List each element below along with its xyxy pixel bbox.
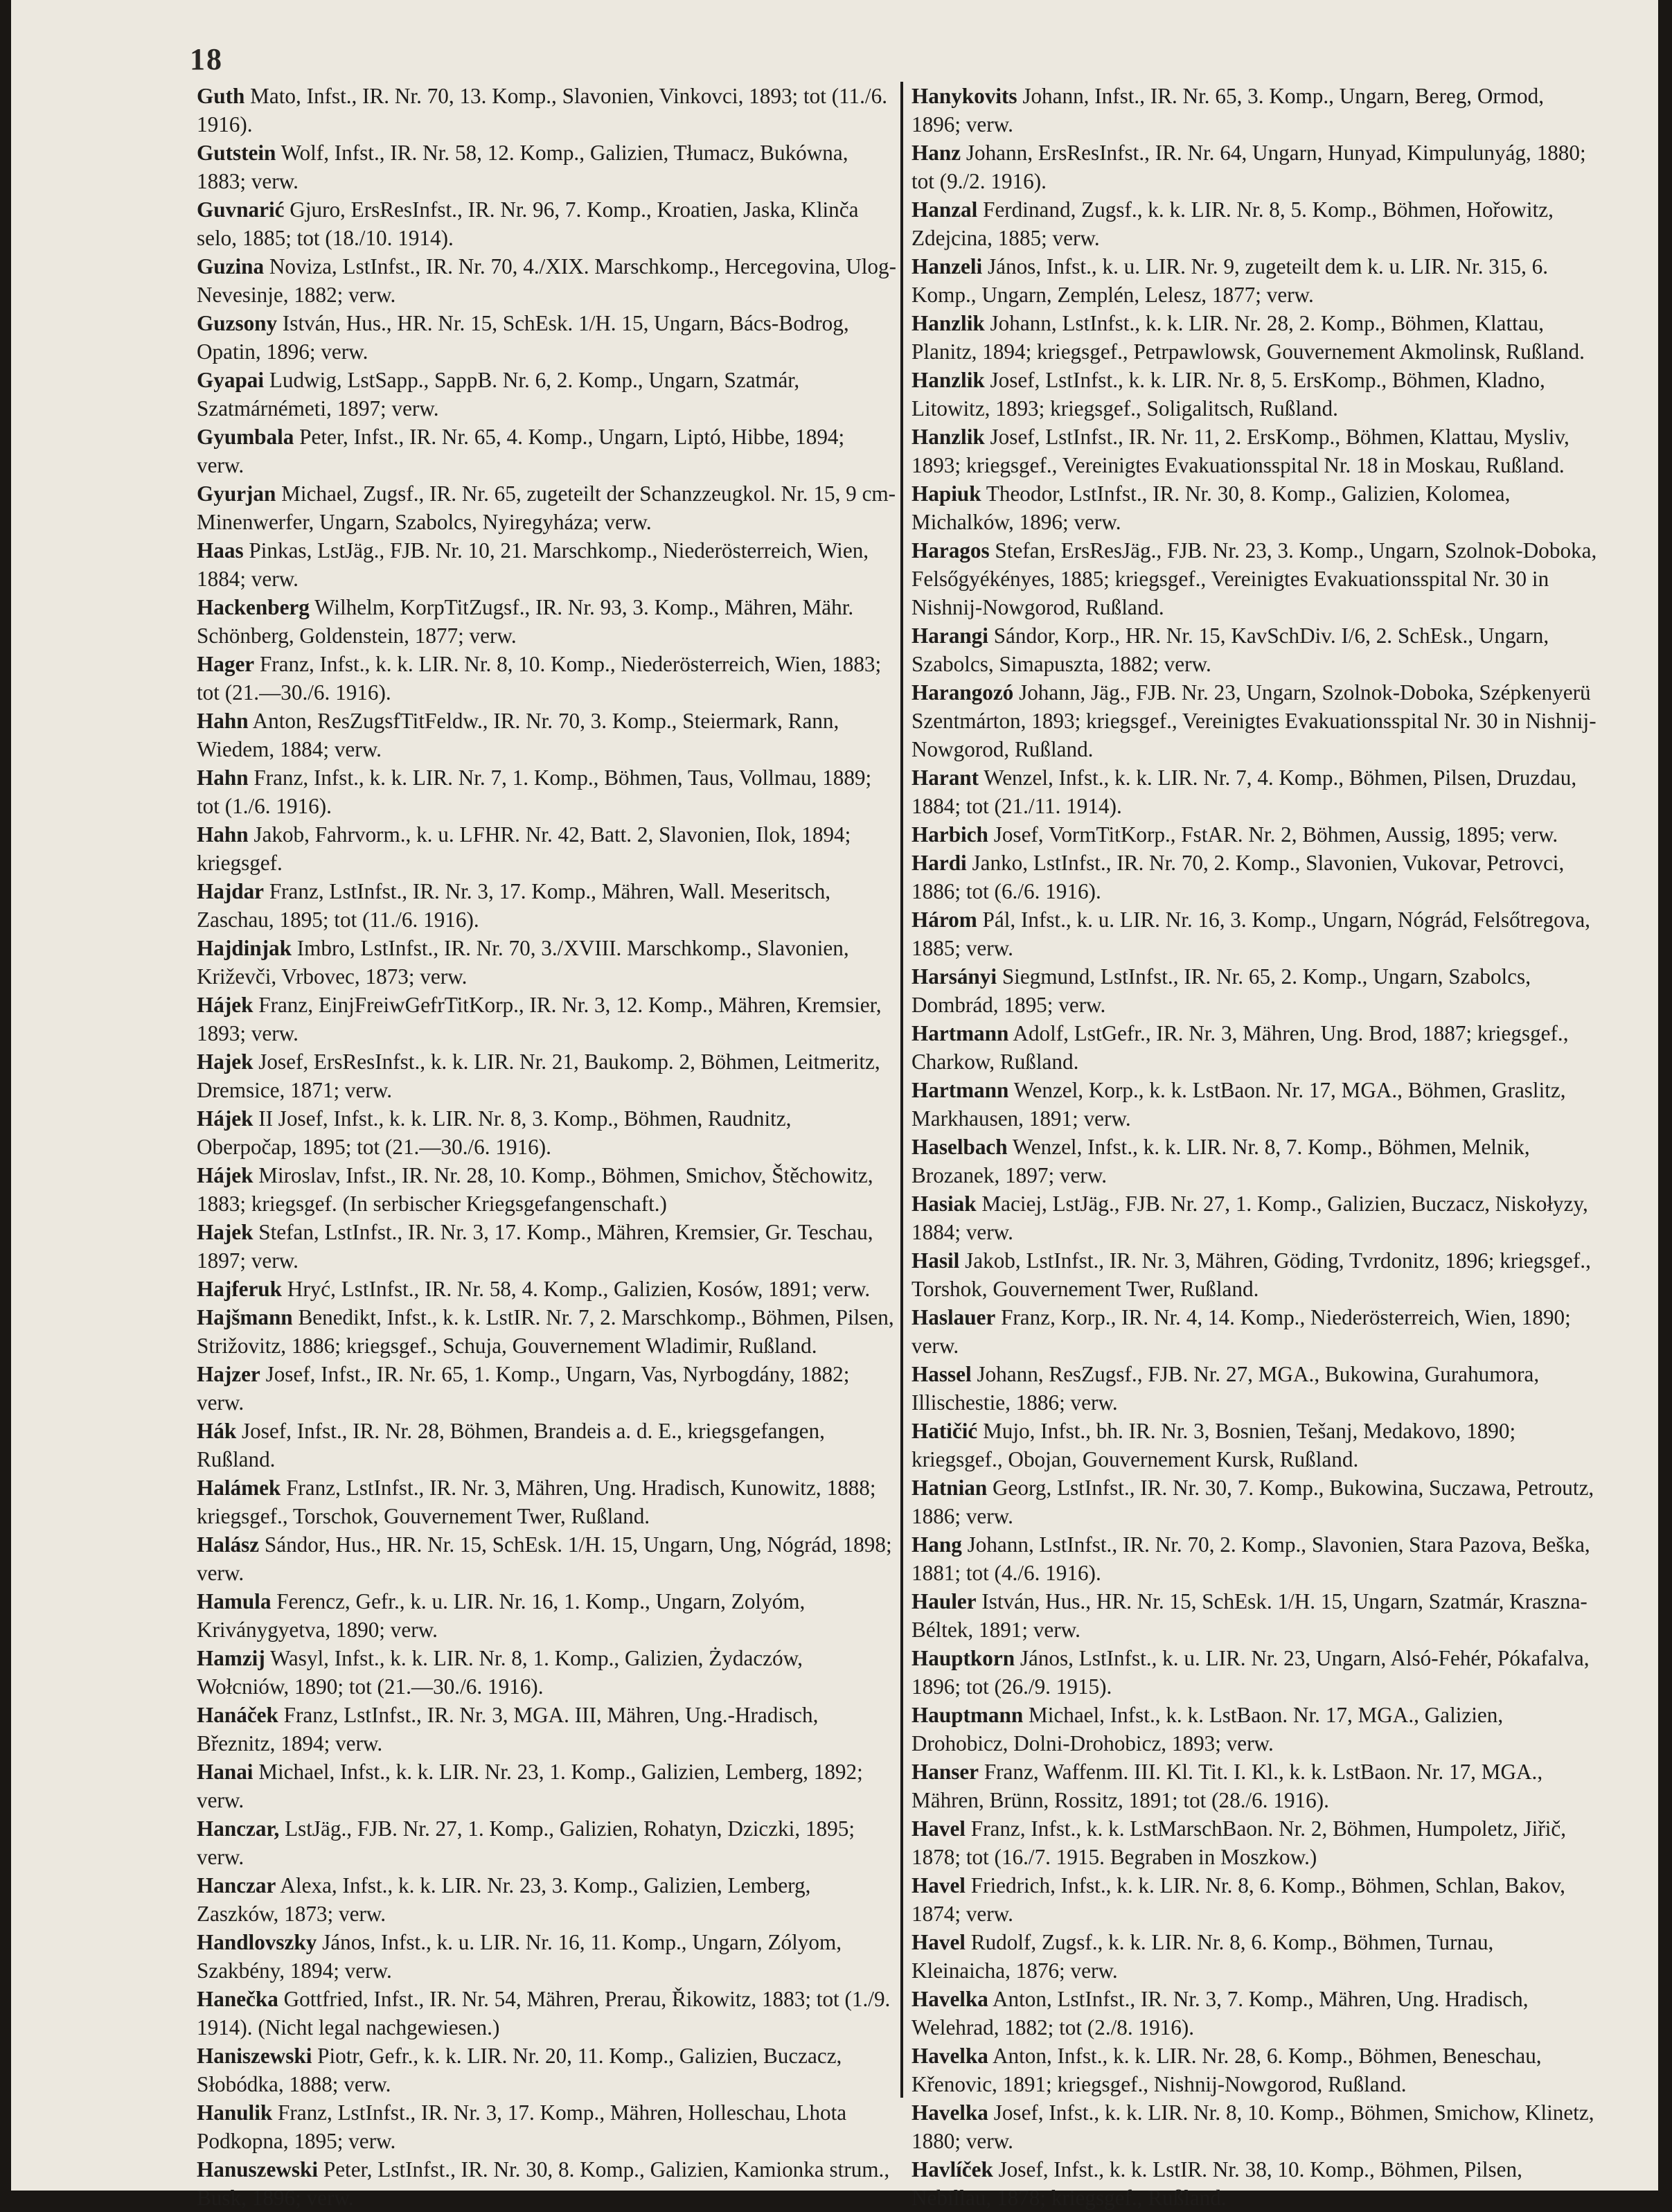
entry-surname: Haas — [197, 538, 244, 563]
entry-details: Stefan, LstInfst., IR. Nr. 3, 17. Komp., Mähren, Kremsier, Gr. Teschau, 1897; verw. — [197, 1220, 873, 1273]
entry-details: Wolf, Infst., IR. Nr. 58, 12. Komp., Galizien, Tłumacz, Bukówna, 1883; verw. — [197, 141, 848, 193]
entry-details: Ferdinand, Zugsf., k. k. LIR. Nr. 8, 5. Komp., Böhmen, Hořowitz, Zdejcina, 1885; verw. — [911, 197, 1554, 250]
entry-surname: Hartmann — [911, 1021, 1009, 1045]
entry-surname: Hajek — [197, 1220, 254, 1244]
entry-details: Imbro, LstInfst., IR. Nr. 70, 3./XVIII. Marschkomp., Slavonien, Križevči, Vrbovec, 1873; verw. — [197, 936, 849, 989]
list-entry — [911, 1701, 1597, 1758]
list-entry — [911, 1189, 1597, 1246]
entry-details: Johann, Infst., IR. Nr. 65, 3. Komp., Ungarn, Bereg, Ormod, 1896; verw. — [911, 84, 1545, 136]
entry-surname: Hauptmann — [911, 1703, 1024, 1727]
list-entry — [911, 1076, 1597, 1133]
list-entry — [911, 1246, 1597, 1303]
entry-details: Wenzel, Infst., k. k. LIR. Nr. 8, 7. Komp., Böhmen, Melnik, Brozanek, 1897; verw. — [911, 1135, 1530, 1187]
entry-details: Franz, LstInfst., IR. Nr. 3, 17. Komp., Mähren, Holleschau, Lhota Podkopna, 1895; verw. — [197, 2100, 847, 2153]
entry-details: Michael, Zugsf., IR. Nr. 65, zugeteilt der Schanzzeugkol. Nr. 15, 9 cm-Minenwerfer, Ungarn, Szabolcs, Nyiregyháza; verw. — [197, 481, 896, 534]
column-divider — [900, 82, 903, 2098]
list-entry — [911, 1303, 1597, 1360]
list-entry — [197, 82, 896, 139]
list-entry — [911, 479, 1597, 536]
entry-details: Wenzel, Korp., k. k. LstBaon. Nr. 17, MGA., Böhmen, Graslitz, Markhausen, 1891; verw. — [911, 1078, 1566, 1131]
entry-details: Johann, LstInfst., k. k. LIR. Nr. 28, 2. Komp., Böhmen, Klattau, Planitz, 1894; kriegsgef., Petrpawlowsk, Gouvernement Akmolinsk, Rußland. — [911, 311, 1585, 364]
entry-surname: Hajdinjak — [197, 936, 292, 960]
entry-surname: Havel — [911, 1873, 966, 1897]
entry-surname: Hák — [197, 1419, 237, 1443]
entry-surname: Hasil — [911, 1248, 960, 1273]
entry-details: Josef, Infst., k. k. LstIR. Nr. 38, 10. Komp., Böhmen, Pilsen, Nebillau, 1878; kriegsgef., Rußland. — [911, 2157, 1522, 2210]
entry-details: Piotr, Gefr., k. k. LIR. Nr. 20, 11. Komp., Galizien, Buczacz, Słobódka, 1888; verw. — [197, 2044, 842, 2096]
entry-details: János, Infst., k. u. LIR. Nr. 16, 11. Komp., Ungarn, Zólyom, Szakbény, 1894; verw. — [197, 1930, 842, 1983]
entry-details: Stefan, ErsResJäg., FJB. Nr. 23, 3. Komp., Ungarn, Szolnok-Doboka, Felsőgyékényes, 1885; kriegsgef., Vereinigtes Evakuationsspital Nr. 30 in Nishnij-Nowgorod, Rußland. — [911, 538, 1597, 619]
list-entry — [197, 2098, 896, 2155]
entry-surname: Havel — [911, 1930, 966, 1954]
list-entry — [197, 309, 896, 366]
list-entry — [911, 366, 1597, 423]
entry-surname: Guzina — [197, 254, 265, 278]
entry-details: Franz, LstInfst., IR. Nr. 3, Mähren, Ung. Hradisch, Kunowitz, 1888; kriegsgef., Torschok, Gouvernement Twer, Rußland. — [197, 1476, 876, 1528]
list-entry — [911, 1644, 1597, 1701]
entry-details: Gjuro, ErsResInfst., IR. Nr. 96, 7. Komp., Kroatien, Jaska, Klinča selo, 1885; tot (18./10. 1914). — [197, 197, 859, 250]
list-entry — [911, 195, 1597, 252]
entry-details: Wilhelm, KorpTitZugsf., IR. Nr. 93, 3. Komp., Mähren, Mähr. Schönberg, Goldenstein, 1877; verw. — [197, 595, 854, 648]
list-entry — [911, 1133, 1597, 1189]
entry-surname: Havel — [911, 1816, 966, 1841]
list-entry — [911, 82, 1597, 139]
entry-surname: Hanzeli — [911, 254, 983, 278]
list-entry — [197, 2155, 896, 2212]
entry-surname: Hanuszewski — [197, 2157, 319, 2182]
list-entry — [197, 423, 896, 479]
list-entry — [197, 1417, 896, 1474]
entry-surname: Haselbach — [911, 1135, 1008, 1159]
entry-details: János, LstInfst., k. u. LIR. Nr. 23, Ungarn, Alsó-Fehér, Pókafalva, 1896; tot (26./9. 1915). — [911, 1646, 1590, 1699]
list-entry — [197, 707, 896, 763]
list-entry — [197, 1871, 896, 1928]
list-entry — [911, 1985, 1597, 2042]
entry-details: Georg, LstInfst., IR. Nr. 30, 7. Komp., Bukowina, Suczawa, Petroutz, 1886; verw. — [911, 1476, 1594, 1528]
right-column — [911, 82, 1597, 2212]
entry-surname: Hardi — [911, 851, 967, 875]
entry-surname: Hahn — [197, 822, 249, 847]
list-entry — [911, 2098, 1597, 2155]
entry-details: Peter, LstInfst., IR. Nr. 30, 8. Komp., Galizien, Kamionka strum., Busk, 1896; verw. — [197, 2157, 890, 2210]
entry-surname: Harant — [911, 766, 979, 790]
list-entry — [197, 763, 896, 820]
entry-details: Peter, Infst., IR. Nr. 65, 4. Komp., Ungarn, Liptó, Hibbe, 1894; verw. — [197, 425, 845, 477]
entry-surname: Halámek — [197, 1476, 281, 1500]
entry-surname: Hajšmann — [197, 1305, 293, 1329]
list-entry — [911, 139, 1597, 195]
entry-surname: Hajferuk — [197, 1277, 282, 1301]
list-entry — [911, 678, 1597, 763]
list-entry — [197, 1360, 896, 1417]
list-entry — [911, 1871, 1597, 1928]
entry-details: Sándor, Hus., HR. Nr. 15, SchEsk. 1/H. 15, Ungarn, Ung, Nógrád, 1898; verw. — [197, 1532, 892, 1585]
entry-surname: Hanáček — [197, 1703, 278, 1727]
list-entry — [197, 1985, 896, 2042]
entry-details: Hryć, LstInfst., IR. Nr. 58, 4. Komp., Galizien, Kosów, 1891; verw. — [282, 1277, 871, 1301]
entry-surname: Halász — [197, 1532, 260, 1557]
list-entry — [911, 252, 1597, 309]
entry-details: Franz, EinjFreiwGefrTitKorp., IR. Nr. 3, 12. Komp., Mähren, Kremsier, 1893; verw. — [197, 993, 882, 1045]
entry-surname: Harangi — [911, 623, 988, 648]
entry-details: Mato, Infst., IR. Nr. 70, 13. Komp., Slavonien, Vinkovci, 1893; tot (11./6. 1916). — [197, 84, 887, 136]
entry-details: Josef, ErsResInfst., k. k. LIR. Nr. 21, Baukomp. 2, Böhmen, Leitmeritz, Dremsice, 1871; verw. — [197, 1050, 880, 1102]
entry-surname: Gyumbala — [197, 425, 294, 449]
entry-details: Friedrich, Infst., k. k. LIR. Nr. 8, 6. Komp., Böhmen, Schlan, Bakov, 1874; verw. — [911, 1873, 1565, 1926]
list-entry — [911, 536, 1597, 621]
entry-surname: Hartmann — [911, 1078, 1009, 1102]
entry-details: István, Hus., HR. Nr. 15, SchEsk. 1/H. 15, Ungarn, Szatmár, Kraszna-Béltek, 1891; verw. — [911, 1589, 1587, 1642]
entry-surname: Havelka — [911, 2044, 988, 2068]
entry-surname: Hahn — [197, 709, 249, 733]
list-entry — [911, 423, 1597, 479]
entry-surname: Hanečka — [197, 1987, 278, 2011]
entry-details: Michael, Infst., k. k. LIR. Nr. 23, 1. Komp., Galizien, Lemberg, 1892; verw. — [197, 1760, 863, 1812]
entry-surname: Hauptkorn — [911, 1646, 1015, 1670]
entry-surname: Hajek — [197, 1050, 254, 1074]
entry-surname: Harsányi — [911, 964, 997, 989]
entry-details: Anton, LstInfst., IR. Nr. 3, 7. Komp., Mähren, Ung. Hradisch, Welehrad, 1882; tot (2./8. 1916). — [911, 1987, 1529, 2040]
entry-details: Josef, LstInfst., k. k. LIR. Nr. 8, 5. ErsKomp., Böhmen, Kladno, Litowitz, 1893; kriegsgef., Soligalitsch, Rußland. — [911, 368, 1545, 421]
entry-details: Josef, Infst., IR. Nr. 28, Böhmen, Brandeis a. d. E., kriegsgefangen, Rußland. — [197, 1419, 825, 1471]
entry-surname: Hajdar — [197, 879, 265, 903]
entry-surname: Hanykovits — [911, 84, 1017, 108]
list-entry — [197, 1587, 896, 1644]
entry-details: Franz, Korp., IR. Nr. 4, 14. Komp., Niederösterreich, Wien, 1890; verw. — [911, 1305, 1571, 1358]
list-entry — [911, 621, 1597, 678]
entry-details: Johann, Jäg., FJB. Nr. 23, Ungarn, Szolnok-Doboka, Szépkenyerü Szentmárton, 1893; kriegsgef., Vereinigtes Evakuationsspital Nr. 30 in Nishnij-Nowgorod, Rußland. — [911, 680, 1597, 761]
list-entry — [197, 1104, 896, 1161]
list-entry — [911, 763, 1597, 820]
list-entry — [197, 650, 896, 707]
entry-details: Anton, ResZugsfTitFeldw., IR. Nr. 70, 3. Komp., Steiermark, Rann, Wiedem, 1884; verw. — [197, 709, 839, 761]
list-entry — [197, 139, 896, 195]
entry-details: Josef, VormTitKorp., FstAR. Nr. 2, Böhmen, Aussig, 1895; verw. — [988, 822, 1558, 847]
entry-details: Alexa, Infst., k. k. LIR. Nr. 23, 3. Komp., Galizien, Lemberg, Zaszków, 1873; verw. — [197, 1873, 811, 1926]
list-entry — [911, 1814, 1597, 1871]
list-entry — [911, 1474, 1597, 1530]
left-column — [197, 82, 896, 2212]
entry-surname: Hanzlik — [911, 368, 985, 392]
entry-surname: Harbich — [911, 822, 988, 847]
list-entry — [197, 536, 896, 593]
entry-surname: Hamula — [197, 1589, 272, 1613]
list-entry — [911, 962, 1597, 1019]
entry-surname: Hanzal — [911, 197, 978, 222]
list-entry — [911, 1587, 1597, 1644]
list-entry — [911, 1928, 1597, 1985]
list-entry — [911, 849, 1597, 905]
list-entry — [197, 1303, 896, 1360]
entry-surname: Hahn — [197, 766, 249, 790]
list-entry — [197, 195, 896, 252]
entry-details: Gottfried, Infst., IR. Nr. 54, Mähren, Prerau, Řikowitz, 1883; tot (1./9. 1914). (Nicht legal nachgewiesen.) — [197, 1987, 891, 2040]
entry-surname: Havelka — [911, 2100, 988, 2125]
entry-surname: Hanz — [911, 141, 961, 165]
entry-details: Maciej, LstJäg., FJB. Nr. 27, 1. Komp., Galizien, Buczacz, Niskołyzy, 1884; verw. — [911, 1192, 1588, 1244]
entry-surname: Hájek — [197, 1106, 254, 1131]
list-entry — [911, 1758, 1597, 1814]
list-entry — [197, 1161, 896, 1218]
entry-surname: Gyurjan — [197, 481, 276, 506]
entry-details: Pál, Infst., k. u. LIR. Nr. 16, 3. Komp., Ungarn, Nógrád, Felsőtregova, 1885; verw. — [911, 908, 1590, 960]
entry-surname: Hang — [911, 1532, 962, 1557]
list-entry — [911, 2155, 1597, 2212]
entry-surname: Harangozó — [911, 680, 1014, 705]
list-entry — [911, 1019, 1597, 1076]
list-entry — [197, 1928, 896, 1985]
entry-surname: Hapiuk — [911, 481, 981, 506]
entry-details: Miroslav, Infst., IR. Nr. 28, 10. Komp., Böhmen, Smichov, Štěchowitz, 1883; kriegsgef. (In serbischer Kriegsgefangenschaft.) — [197, 1163, 873, 1216]
list-entry — [197, 1814, 896, 1871]
entry-details: Michael, Infst., k. k. LstBaon. Nr. 17, MGA., Galizien, Drohobicz, Dolni-Drohobicz, 1893; verw. — [911, 1703, 1504, 1755]
entry-details: Franz, Infst., k. k. LIR. Nr. 7, 1. Komp., Böhmen, Taus, Vollmau, 1889; tot (1./6. 1916). — [197, 766, 872, 818]
entry-details: Benedikt, Infst., k. k. LstIR. Nr. 7, 2. Marschkomp., Böhmen, Pilsen, Strižovitz, 1886; kriegsgef., Schuja, Gouvernement Wladimir, Rußland. — [197, 1305, 894, 1358]
entry-details: Johann, ErsResInfst., IR. Nr. 64, Ungarn, Hunyad, Kimpulunyág, 1880; tot (9./2. 1916). — [911, 141, 1586, 193]
entry-surname: Hatičić — [911, 1419, 978, 1443]
entry-surname: Hájek — [197, 993, 254, 1017]
list-entry — [197, 1275, 896, 1303]
entry-details: Pinkas, LstJäg., FJB. Nr. 10, 21. Marschkomp., Niederösterreich, Wien, 1884; verw. — [197, 538, 869, 591]
list-entry — [197, 820, 896, 877]
list-entry — [911, 820, 1597, 849]
entry-details: János, Infst., k. u. LIR. Nr. 9, zugeteilt dem k. u. LIR. Nr. 315, 6. Komp., Ungarn, Zemplén, Lelesz, 1877; verw. — [911, 254, 1549, 307]
entry-surname: Hanulik — [197, 2100, 273, 2125]
entry-details: Josef, Infst., IR. Nr. 65, 1. Komp., Ungarn, Vas, Nyrbogdány, 1882; verw. — [197, 1362, 850, 1415]
entry-details: Ludwig, LstSapp., SappB. Nr. 6, 2. Komp., Ungarn, Szatmár, Szatmárnémeti, 1897; verw. — [197, 368, 800, 421]
entry-surname: Hájek — [197, 1163, 254, 1187]
entry-surname: Hasiak — [911, 1192, 977, 1216]
list-entry — [197, 479, 896, 536]
list-entry — [197, 252, 896, 309]
entry-surname: Haragos — [911, 538, 990, 563]
entry-details: Theodor, LstInfst., IR. Nr. 30, 8. Komp., Galizien, Kolomea, Michalków, 1896; verw. — [911, 481, 1511, 534]
entry-surname: Hanzlik — [911, 425, 985, 449]
entry-details: Adolf, LstGefr., IR. Nr. 3, Mähren, Ung. Brod, 1887; kriegsgef., Charkow, Rußland. — [911, 1021, 1569, 1074]
list-entry — [197, 1758, 896, 1814]
list-entry — [197, 1474, 896, 1530]
list-entry — [197, 1644, 896, 1701]
entry-surname: Guvnarić — [197, 197, 285, 222]
entry-details: Rudolf, Zugsf., k. k. LIR. Nr. 8, 6. Komp., Böhmen, Turnau, Kleinaicha, 1876; verw. — [911, 1930, 1494, 1983]
entry-details: Wenzel, Infst., k. k. LIR. Nr. 7, 4. Komp., Böhmen, Pilsen, Druzdau, 1884; tot (21./11. 1914). — [911, 766, 1577, 818]
entry-details: Josef, LstInfst., IR. Nr. 11, 2. ErsKomp., Böhmen, Klattau, Mysliv, 1893; kriegsgef., Vereinigtes Evakuationsspital Nr. 18 in Moskau, Rußland. — [911, 425, 1569, 477]
entry-surname: Guth — [197, 84, 245, 108]
entry-surname: Gyapai — [197, 368, 265, 392]
entry-surname: Hajzer — [197, 1362, 260, 1386]
entry-surname: Hanzlik — [911, 311, 985, 335]
entry-details: Johann, ResZugsf., FJB. Nr. 27, MGA., Bukowina, Gurahumora, Illischestie, 1886; verw. — [911, 1362, 1540, 1415]
list-entry — [197, 1701, 896, 1758]
entry-surname: Hamzij — [197, 1646, 265, 1670]
entry-surname: Hatnian — [911, 1476, 988, 1500]
list-entry — [197, 366, 896, 423]
entry-details: Franz, LstInfst., IR. Nr. 3, MGA. III, Mähren, Ung.-Hradisch, Březnitz, 1894; verw. — [197, 1703, 819, 1755]
entry-details: Franz, Infst., k. k. LIR. Nr. 8, 10. Komp., Niederösterreich, Wien, 1883; tot (21.—30./6. 1916). — [197, 652, 882, 705]
entry-surname: Hassel — [911, 1362, 972, 1386]
entry-surname: Gutstein — [197, 141, 276, 165]
document-page — [11, 0, 1658, 2210]
entry-details: Franz, Infst., k. k. LstMarschBaon. Nr. 2, Böhmen, Humpoletz, Jiřič, 1878; tot (16./7. 1915. Begraben in Moszkow.) — [911, 1816, 1567, 1869]
entry-details: Josef, Infst., k. k. LIR. Nr. 8, 10. Komp., Böhmen, Smichow, Klinetz, 1880; verw. — [911, 2100, 1594, 2153]
list-entry — [197, 934, 896, 991]
list-entry — [197, 991, 896, 1047]
entry-surname: Hackenberg — [197, 595, 310, 619]
list-entry — [911, 1417, 1597, 1474]
list-entry — [197, 1530, 896, 1587]
entry-surname: Guzsony — [197, 311, 278, 335]
entry-details: Jakob, LstInfst., IR. Nr. 3, Mähren, Göding, Tvrdonitz, 1896; kriegsgef., Torshok, Gouvernement Twer, Rußland. — [911, 1248, 1591, 1301]
entry-surname: Hanser — [911, 1760, 979, 1784]
list-entry — [911, 309, 1597, 366]
entry-surname: Három — [911, 908, 977, 932]
page-number: 18 — [190, 42, 223, 76]
list-entry — [911, 1360, 1597, 1417]
entry-surname: Havlíček — [911, 2157, 993, 2182]
entry-details: Franz, Waffenm. III. Kl. Tit. I. Kl., k. k. LstBaon. Nr. 17, MGA., Mähren, Brünn, Rossitz, 1891; tot (28./6. 1916). — [911, 1760, 1543, 1812]
list-entry — [911, 1530, 1597, 1587]
entry-details: Siegmund, LstInfst., IR. Nr. 65, 2. Komp., Ungarn, Szabolcs, Dombrád, 1895; verw. — [911, 964, 1531, 1017]
entry-details: Wasyl, Infst., k. k. LIR. Nr. 8, 1. Komp., Galizien, Żydaczów, Wołcniów, 1890; tot (21.—30./6. 1916). — [197, 1646, 803, 1699]
entry-details: Ferencz, Gefr., k. u. LIR. Nr. 16, 1. Komp., Ungarn, Zolyóm, Kriványgyetva, 1890; verw. — [197, 1589, 806, 1642]
list-entry — [197, 877, 896, 934]
list-entry — [197, 1218, 896, 1275]
list-entry — [911, 905, 1597, 962]
entry-surname: Hanczar, — [197, 1816, 280, 1841]
entry-surname: Haslauer — [911, 1305, 996, 1329]
entry-details: István, Hus., HR. Nr. 15, SchEsk. 1/H. 15, Ungarn, Bács-Bodrog, Opatin, 1896; verw. — [197, 311, 849, 364]
entry-surname: Haniszewski — [197, 2044, 312, 2068]
entry-surname: Hanai — [197, 1760, 254, 1784]
entry-surname: Hager — [197, 652, 255, 676]
entry-details: Anton, Infst., k. k. LIR. Nr. 28, 6. Komp., Böhmen, Beneschau, Křenovic, 1891; kriegsgef., Nishnij-Nowgorod, Rußland. — [911, 2044, 1542, 2096]
list-entry — [197, 593, 896, 650]
entry-details: Sándor, Korp., HR. Nr. 15, KavSchDiv. I/6, 2. SchEsk., Ungarn, Szabolcs, Simapuszta, 1882; verw. — [911, 623, 1549, 676]
entry-details: Janko, LstInfst., IR. Nr. 70, 2. Komp., Slavonien, Vukovar, Petrovci, 1886; tot (6./6. 1916). — [911, 851, 1565, 903]
list-entry — [197, 2042, 896, 2098]
entry-details: Mujo, Infst., bh. IR. Nr. 3, Bosnien, Tešanj, Medakovo, 1890; kriegsgef., Obojan, Gouvernement Kursk, Rußland. — [911, 1419, 1516, 1471]
entry-details: Jakob, Fahrvorm., k. u. LFHR. Nr. 42, Batt. 2, Slavonien, Ilok, 1894; kriegsgef. — [197, 822, 851, 875]
list-entry — [911, 2042, 1597, 2098]
entry-details: Johann, LstInfst., IR. Nr. 70, 2. Komp., Slavonien, Stara Pazova, Beška, 1881; tot (4./6. 1916). — [911, 1532, 1590, 1585]
entry-surname: Handlovszky — [197, 1930, 317, 1954]
entry-surname: Havelka — [911, 1987, 988, 2011]
entry-details: LstJäg., FJB. Nr. 27, 1. Komp., Galizien, Rohatyn, Dziczki, 1895; verw. — [197, 1816, 855, 1869]
entry-details: Noviza, LstInfst., IR. Nr. 70, 4./XIX. Marschkomp., Hercegovina, Ulog-Nevesinje, 1882; verw. — [197, 254, 896, 307]
list-entry — [197, 1047, 896, 1104]
entry-surname: Hauler — [911, 1589, 977, 1613]
entry-details: II Josef, Infst., k. k. LIR. Nr. 8, 3. Komp., Böhmen, Raudnitz, Oberpočap, 1895; tot (21.—30./6. 1916). — [197, 1106, 792, 1159]
entry-surname: Hanczar — [197, 1873, 276, 1897]
entry-details: Franz, LstInfst., IR. Nr. 3, 17. Komp., Mähren, Wall. Meseritsch, Zaschau, 1895; tot (11./6. 1916). — [197, 879, 831, 932]
